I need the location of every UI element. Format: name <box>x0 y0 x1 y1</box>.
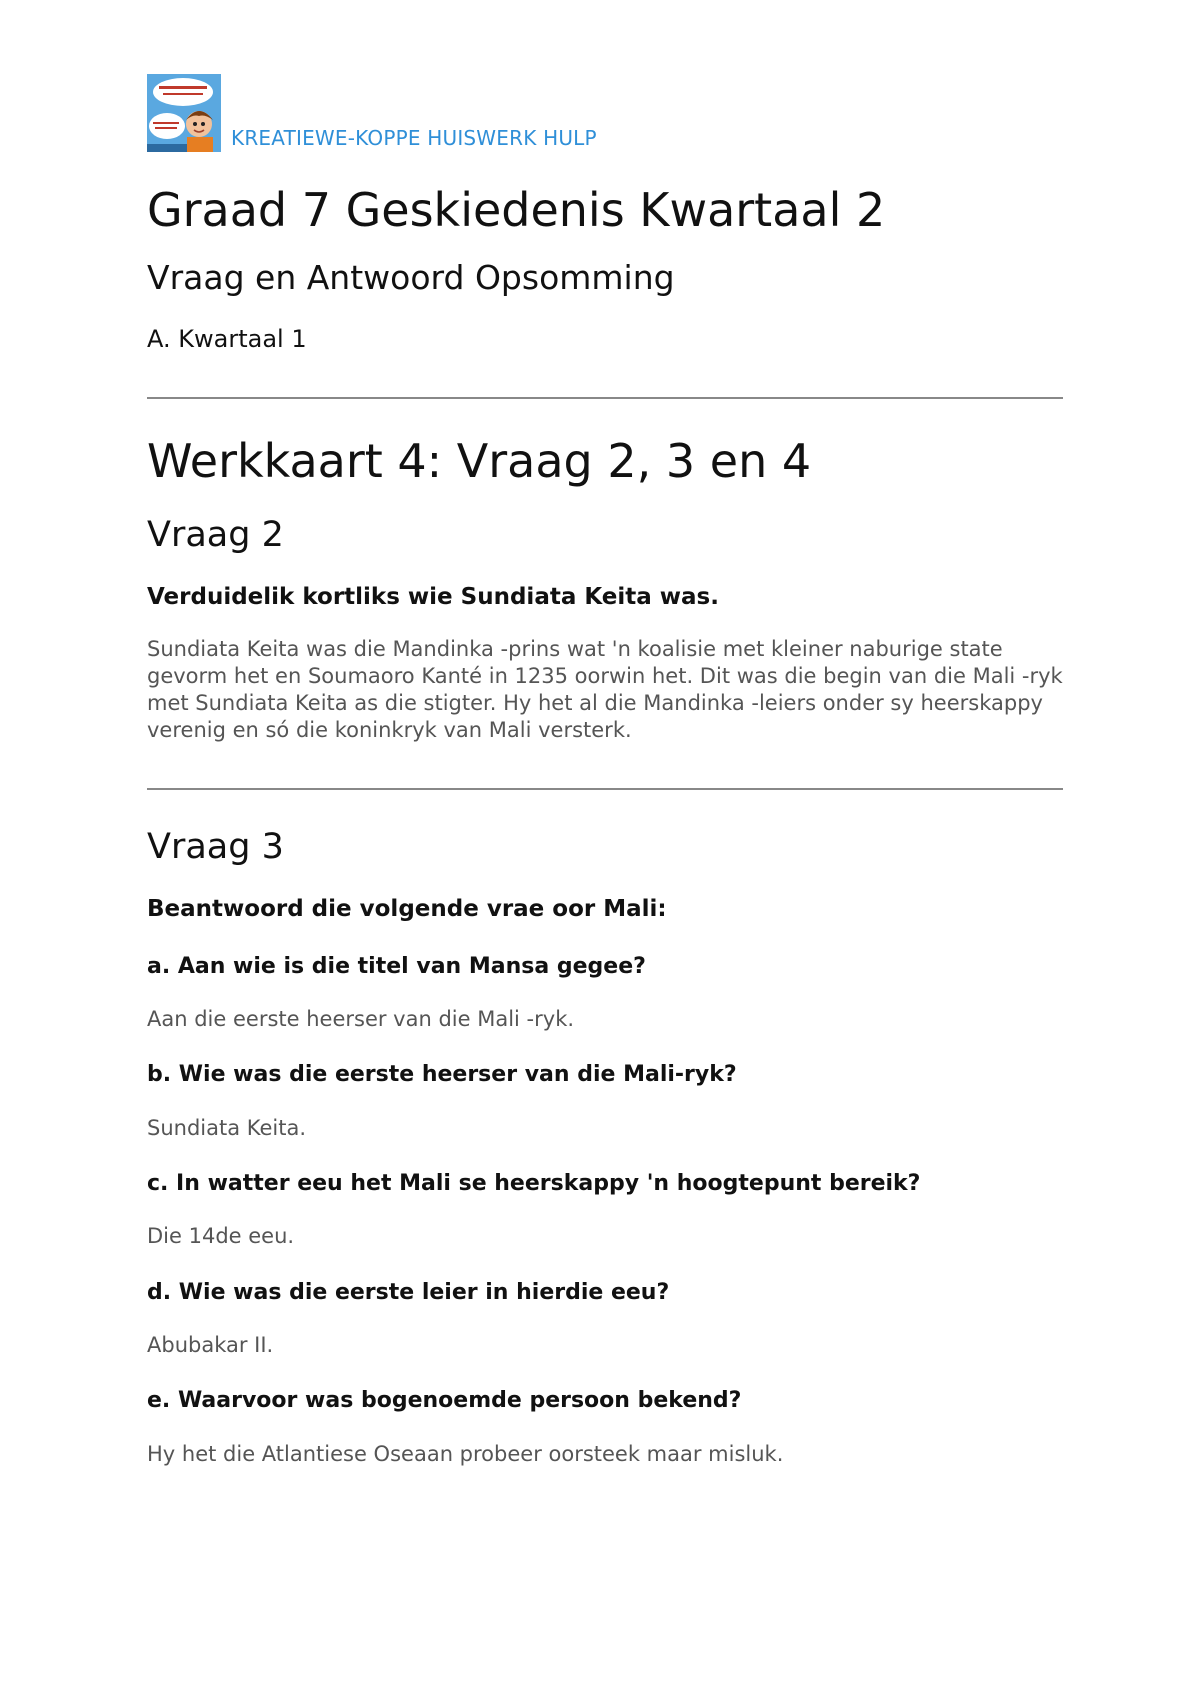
divider <box>147 788 1063 790</box>
cartoon-boy-logo-icon <box>147 74 221 152</box>
sub-answer: Hy het die Atlantiese Oseaan probeer oorsteek maar misluk. <box>147 1441 784 1466</box>
question-3-heading: Vraag 3 <box>147 826 284 867</box>
sub-question: e. Waarvoor was bogenoemde persoon bekend? <box>147 1388 742 1414</box>
sub-answer: Die 14de eeu. <box>147 1224 295 1249</box>
question-2-answer: Sundiata Keita was die Mandinka -prins wat 'n koalisie met kleiner naburige state gevorm het en Soumaoro Kanté in 1235 oorwin het. Dit was die begin van die Mali -ryk met Sundiata Keita as die stigter. Hy het al die Mandinka -leiers onder sy heerskappy verenig en só die koninkryk van Mali versterk. <box>147 636 1063 742</box>
question-2-heading: Vraag 2 <box>147 514 284 555</box>
section-label: A. Kwartaal 1 <box>147 324 307 353</box>
question-2-prompt: Verduidelik kortliks wie Sundiata Keita was. <box>147 584 719 611</box>
worksheet-title: Werkkaart 4: Vraag 2, 3 en 4 <box>147 434 812 489</box>
question-3-items <box>147 954 1063 1467</box>
sub-question: b. Wie was die eerste heerser van die Mali-ryk? <box>147 1062 737 1088</box>
brand-name: KREATIEWE-KOPPE HUISWERK HULP <box>231 126 597 150</box>
question-3-prompt: Beantwoord die volgende vrae oor Mali: <box>147 896 667 923</box>
document-page <box>147 72 1063 1467</box>
sub-answer: Abubakar II. <box>147 1333 274 1357</box>
sub-question: c. In watter eeu het Mali se heerskappy 'n hoogtepunt bereik? <box>147 1171 921 1197</box>
divider <box>147 397 1063 399</box>
sub-answer: Sundiata Keita. <box>147 1115 307 1140</box>
brand-header <box>147 72 1063 152</box>
page-title: Graad 7 Geskiedenis Kwartaal 2 <box>147 183 886 237</box>
sub-question: a. Aan wie is die titel van Mansa gegee? <box>147 953 646 979</box>
sub-question: d. Wie was die eerste leier in hierdie eeu? <box>147 1279 670 1305</box>
page-subtitle: Vraag en Antwoord Opsomming <box>147 258 675 298</box>
sub-answer: Aan die eerste heerser van die Mali -ryk. <box>147 1007 575 1032</box>
